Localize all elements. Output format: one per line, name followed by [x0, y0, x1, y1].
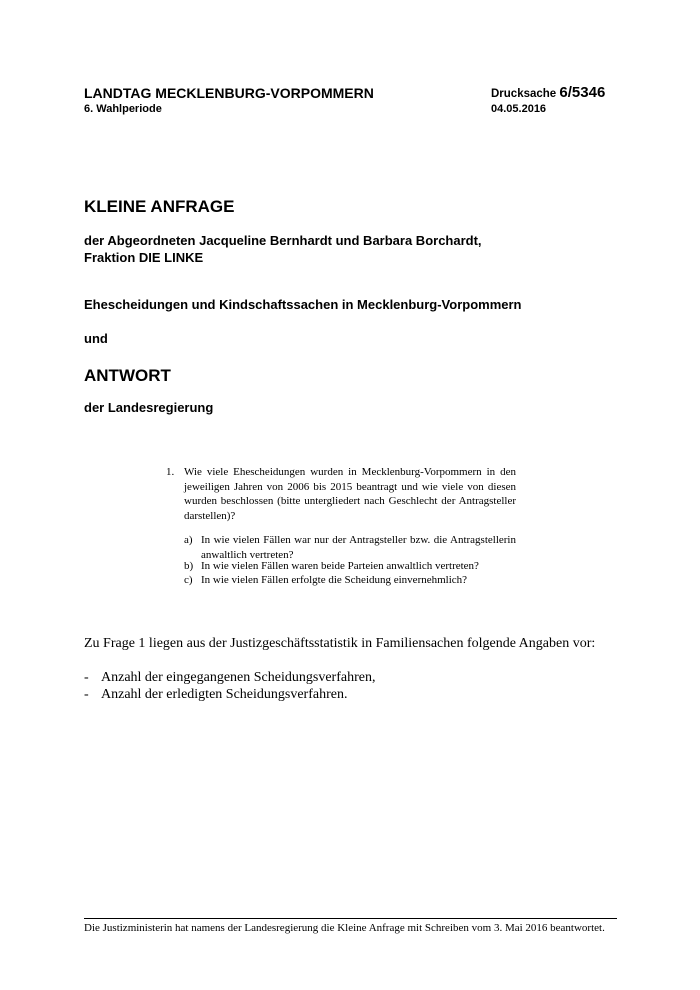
drucksache-number: 6/5346: [559, 84, 606, 101]
subquestion-text: In wie vielen Fällen waren beide Parteien anwaltlich vertreten?: [201, 560, 479, 572]
answer-heading: ANTWORT: [84, 366, 171, 385]
drucksache-prefix: Drucksache: [491, 88, 557, 100]
subquestion-text: In wie vielen Fällen erfolgte die Scheidung einvernehmlich?: [201, 574, 468, 586]
list-item: Anzahl der eingegangenen Scheidungsverfahren,: [101, 670, 376, 685]
list-bullet: -: [84, 687, 89, 702]
document-date: 04.05.2016: [491, 103, 547, 115]
answer-intro: Zu Frage 1 liegen aus der Justizgeschäftsstatistik in Familiensachen folgende Angaben vor:: [84, 636, 596, 651]
connector-text: und: [84, 331, 108, 346]
list-item: Anzahl der erledigten Scheidungsverfahren.: [101, 687, 348, 702]
answer-by: der Landesregierung: [84, 400, 214, 415]
period-label: 6. Wahlperiode: [84, 103, 162, 115]
subject-title: Ehescheidungen und Kindschaftssachen in Mecklenburg-Vorpommern: [84, 297, 522, 312]
document-type-heading: KLEINE ANFRAGE: [84, 197, 235, 216]
subquestion-text: In wie vielen Fällen war nur der Antragsteller bzw. die Antragstellerin anwaltlich vertreten?: [201, 534, 516, 561]
authors-block: [84, 232, 604, 266]
list-bullet: -: [84, 670, 89, 685]
faction-line: Fraktion DIE LINKE: [84, 250, 204, 265]
subquestion-label: a): [184, 534, 193, 546]
drucksache-label: [491, 84, 605, 101]
footnote-divider: [84, 918, 617, 919]
authors-line: der Abgeordneten Jacqueline Bernhardt und Barbara Borchardt,: [84, 233, 482, 248]
institution-title: LANDTAG MECKLENBURG-VORPOMMERN: [84, 85, 374, 101]
subquestion-label: c): [184, 574, 193, 586]
question-number: 1.: [166, 466, 175, 478]
question-text: Wie viele Ehescheidungen wurden in Mecklenburg-Vorpommern in den jeweiligen Jahren von 2006 bis 2015 beantragt und wie viele von diesen wurden beschlossen (bitte untergliedert nach Geschlecht der Antragsteller darstellen)?: [184, 466, 516, 522]
footnote-text: Die Justizministerin hat namens der Landesregierung die Kleine Anfrage mit Schreiben vom 3. Mai 2016 beantwortet.: [84, 922, 605, 934]
subquestion-label: b): [184, 560, 194, 572]
